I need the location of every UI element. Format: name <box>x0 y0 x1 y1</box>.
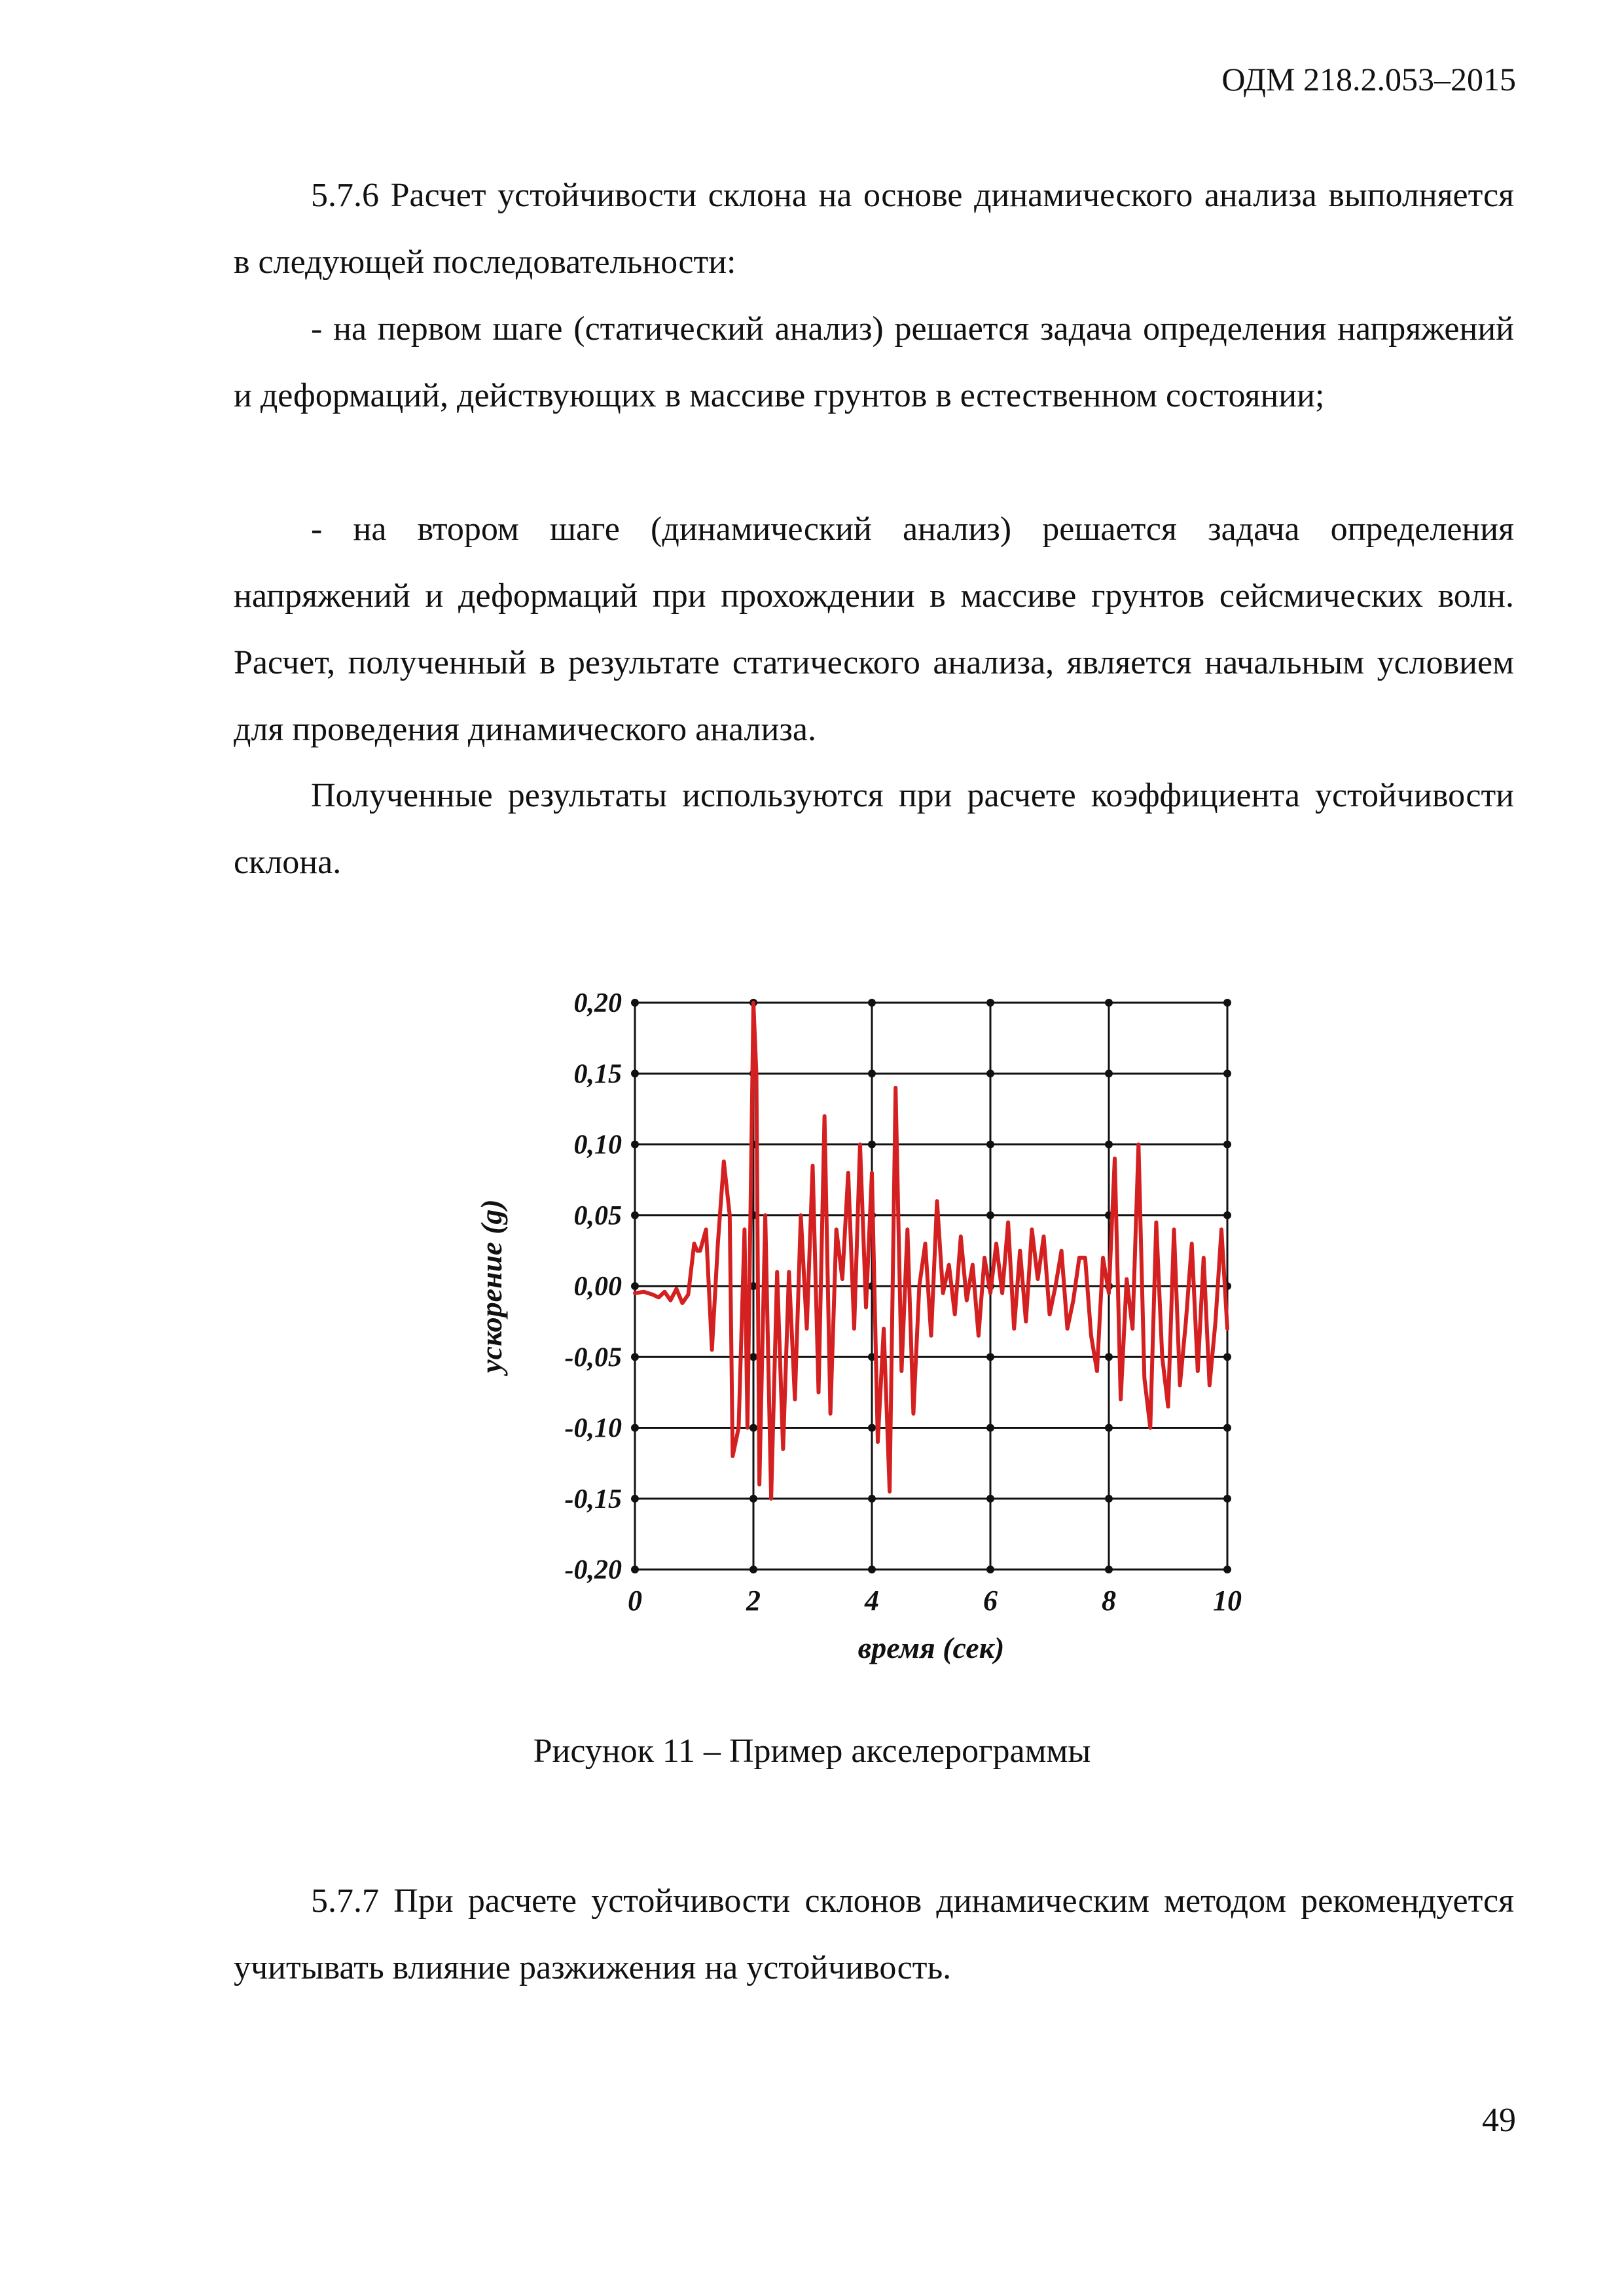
page-number: 49 <box>1482 2102 1516 2139</box>
x-tick-label: 10 <box>1213 1585 1242 1617</box>
grid-dot <box>631 1141 639 1149</box>
grid-dot <box>1105 1141 1113 1149</box>
grid-dot <box>1105 1566 1113 1573</box>
grid-dot <box>1223 1069 1231 1077</box>
grid-dot <box>631 1566 639 1573</box>
grid-dot <box>1105 1424 1113 1432</box>
y-tick-label: -0,15 <box>564 1484 622 1515</box>
grid-dot <box>749 1495 757 1503</box>
grid-dot <box>1223 1424 1231 1432</box>
grid-dot <box>986 1353 994 1361</box>
x-tick-label: 4 <box>865 1585 879 1617</box>
grid-dot <box>986 1495 994 1503</box>
list-item-text: - на первом шаге (статический анализ) решается задача определения напряжений и деформаций, действующих в массиве грунтов в естественном состоянии; <box>234 310 1514 414</box>
grid-dot <box>1223 999 1231 1007</box>
y-tick-label: 0,20 <box>573 988 622 1018</box>
grid-dot <box>1105 999 1113 1007</box>
grid-dot <box>1223 1566 1231 1573</box>
y-tick-label: 0,05 <box>573 1200 622 1231</box>
accelerogram-chart <box>471 969 1283 1689</box>
grid-dot <box>749 1424 757 1432</box>
acceleration-series-line <box>635 1003 1227 1499</box>
grid-dot <box>868 1424 876 1432</box>
grid-dot <box>1223 1141 1231 1149</box>
paragraph-text: 5.7.6 Расчет устойчивости склона на основе динамического анализа выполняется в следующей последовательности: <box>234 177 1514 281</box>
grid-dot <box>868 1566 876 1573</box>
grid-dot <box>986 1424 994 1432</box>
paragraph-text: Полученные результаты используются при расчете коэффициента устойчивости склона. <box>234 777 1514 881</box>
y-tick-label: -0,05 <box>564 1342 622 1373</box>
grid-dot <box>631 1069 639 1077</box>
paragraph-results <box>234 762 1514 896</box>
document-code: ОДМ 218.2.053–2015 <box>1221 61 1516 98</box>
y-tick-label: -0,10 <box>564 1413 622 1444</box>
x-tick-label: 2 <box>746 1585 761 1617</box>
grid-dot <box>631 999 639 1007</box>
grid-dot <box>631 1495 639 1503</box>
grid-dot <box>1223 1211 1231 1219</box>
accelerogram-figure <box>471 969 1283 1689</box>
grid-dot <box>986 999 994 1007</box>
grid-dot <box>631 1353 639 1361</box>
y-tick-label: -0,20 <box>564 1555 622 1585</box>
list-item-text: - на втором шаге (динамический анализ) решается задача определения напряжений и деформаций при прохождении в массиве грунтов сейсмических волн. Расчет, полученный в результате статического анализа, является начальным условием для проведения динамического анализа. <box>234 511 1514 748</box>
grid-dot <box>1105 1495 1113 1503</box>
grid-dot <box>986 1566 994 1573</box>
paragraph-5-7-6 <box>234 162 1514 296</box>
grid-dot <box>868 1495 876 1503</box>
grid-dot <box>631 1424 639 1432</box>
grid-dot <box>1223 1495 1231 1503</box>
x-tick-label: 6 <box>983 1585 998 1617</box>
grid-dot <box>868 1069 876 1077</box>
y-tick-label: 0,00 <box>573 1272 622 1302</box>
grid-dot <box>986 1211 994 1219</box>
list-item-static-analysis <box>234 296 1514 429</box>
grid-dot <box>868 999 876 1007</box>
x-tick-label: 8 <box>1102 1585 1116 1617</box>
y-tick-label: 0,15 <box>573 1059 622 1090</box>
grid-dot <box>631 1211 639 1219</box>
figure-caption: Рисунок 11 – Пример акселерограммы <box>533 1732 1091 1770</box>
paragraph-5-7-7 <box>234 1868 1514 2001</box>
x-axis-label: время (сек) <box>857 1631 1005 1664</box>
x-tick-label: 0 <box>628 1585 642 1617</box>
grid-dot <box>868 1141 876 1149</box>
list-item-dynamic-analysis <box>234 496 1514 763</box>
grid-dot <box>1223 1353 1231 1361</box>
grid-dot <box>631 1282 639 1290</box>
grid-dot <box>986 1069 994 1077</box>
grid-dot <box>1105 1353 1113 1361</box>
y-axis-label: ускорение (g) <box>475 1199 508 1373</box>
grid-dot <box>986 1141 994 1149</box>
grid-dot <box>749 1353 757 1361</box>
paragraph-text: 5.7.7 При расчете устойчивости склонов динамическим методом рекомендуется учитывать влияние разжижения на устойчивость. <box>234 1882 1514 1986</box>
grid-dot <box>749 1566 757 1573</box>
y-tick-label: 0,10 <box>573 1130 622 1160</box>
grid-dot <box>1105 1069 1113 1077</box>
